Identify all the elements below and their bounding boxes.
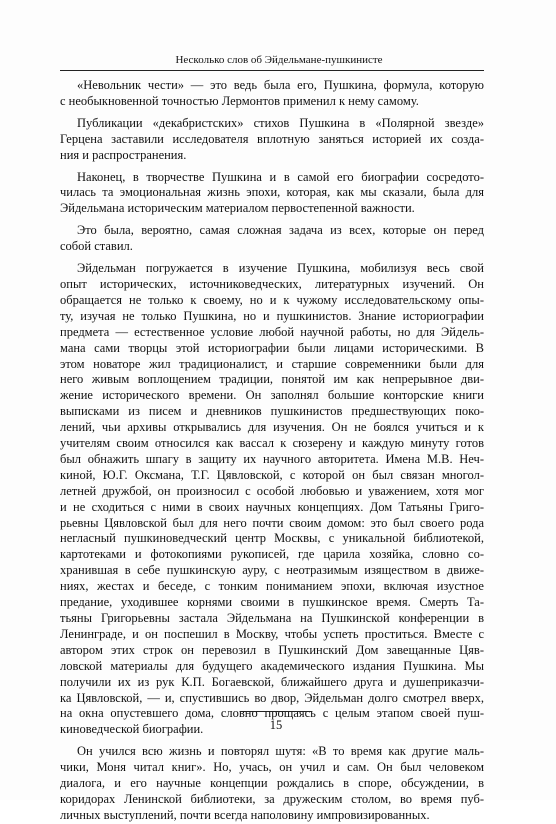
text-line: обращается не только к своему, но и к чужому исследовательскому опы- — [60, 292, 484, 307]
text-line: киной, Ю.Г. Оксмана, Т.Г. Цявловской, с которой он был связан многол- — [60, 467, 484, 482]
text-line: киноведческой биографии. — [60, 722, 204, 737]
text-line: рьевны Цявловской был для него почти своим домом: это был своего рода — [60, 515, 484, 530]
text-line: Наконец, в творчестве Пушкина и в самой его биографии сосредото- — [77, 169, 484, 184]
text-line: тьяны Григорьевны застала Эйдельмана на Пушкинской конференции в — [60, 611, 484, 625]
text-line: на окна опустевшего дома, словно прощаясь с целым этапом своей пуш- — [60, 706, 484, 721]
text-line: чилась та эмоциональная жизнь эпохи, которая, как мы сказали, была для — [60, 185, 484, 200]
text-line: лений, чьи архивы открывались для изучения. Он не боялся учиться и к — [60, 420, 484, 435]
text-line: ловской материалы для будущего академического издания Пушкина. Мы — [60, 658, 484, 673]
paragraph — [60, 116, 484, 164]
text-line: с необыкновенной точностью Лермонтов применил к нему самому. — [60, 93, 419, 108]
text-line: ниях, жестах и беседе, с тонким пониманием эпохи, включая изустное — [60, 579, 484, 594]
text-line: и не сходиться с ними в своих научных концепциях. Дом Татьяны Григо- — [60, 499, 484, 514]
text-line: учителям своим относился как вассал к сюзерену и каждую минуту готов — [60, 436, 484, 451]
text-line: получили их из рук К.П. Богаевской, ближайшего друга и душеприказчи- — [60, 674, 484, 689]
footer-rule — [241, 711, 311, 712]
text-line: предмета — естественное условие любой научной работы, но для Эйдель- — [60, 324, 484, 339]
text-line: Герцена заставили исследователя вплотную заняться историей их созда- — [60, 131, 484, 146]
text-line: ка Цявловской, — и, спустившись во двор, Эйдельман долго смотрел вверх, — [60, 690, 484, 705]
page-number: 15 — [269, 718, 283, 732]
text-line: чики, Моня читал книг». Но, учась, он учил и сам. Он был человеком — [60, 760, 484, 775]
text-line: мана сами творцы этой историографии были лицами историческими. В — [60, 340, 484, 355]
text-line: опыт исторических, источниковедческих, литературных изучений. Он — [60, 276, 484, 291]
text-line: был обнажить шпагу в защиту их научного авторитета. Имена М.В. Неч- — [60, 451, 484, 466]
paragraph — [60, 261, 484, 738]
text-line: Ленинграде, и он поспешил в Москву, чтобы успеть проститься. Вместе с — [60, 626, 484, 641]
text-line: личных выступлений, почти всегда наполовину импровизированных. — [60, 807, 430, 822]
text-line: него живым воплощением традиции, понятой им как непрерывное дви- — [60, 372, 484, 387]
paragraph — [60, 223, 484, 255]
text-line: хранившая в себе пушкинскую ауру, с неотразимым изяществом в движе- — [60, 563, 484, 578]
text-line: собой ставил. — [60, 239, 133, 254]
header-rule — [60, 70, 484, 71]
text-line: коридорах Ленинской библиотеки, за дружеским столом, во время пуб- — [60, 791, 484, 806]
text-line: Эйдельман погружается в изучение Пушкина, мобилизуя весь свой — [77, 261, 484, 276]
text-line: «Невольник чести» — это ведь была его, Пушкина, формула, которую — [77, 78, 484, 92]
text-line: картотеками и фотокопиями рукописей, где царила хозяйка, словно со- — [60, 547, 484, 562]
paragraph — [60, 170, 484, 218]
paragraph — [60, 78, 484, 110]
text-line: летней дружбой, он произносил с особой любовью и уважением, хотя мог — [60, 483, 484, 498]
text-line: предание, уходившее корнями своими в пушкинское время. Смерть Та- — [60, 595, 484, 610]
text-line: ния и распространения. — [60, 147, 187, 162]
text-line: выписками из писем и дневников пушкинистов предшествующих поко- — [60, 404, 484, 419]
text-line: Эйдельмана историческим материалом первостепенной важности. — [60, 201, 415, 216]
text-line: Это была, вероятно, самая сложная задача из всех, которые он перед — [77, 223, 484, 238]
running-header: Несколько слов об Эйдельмане-пушкинисте — [175, 54, 383, 66]
text-line: Публикации «декабристских» стихов Пушкина в «Полярной звезде» — [77, 115, 484, 130]
text-line: автором этих строк он перевозил в Пушкинский Дом завещанные Цяв- — [60, 642, 484, 657]
text-line: диалога, и его научные концепции рождались в споре, обсуждении, в — [60, 776, 484, 791]
text-line: жение исторического времени. Он заполнял большие конторские книги — [60, 388, 484, 403]
paragraph — [60, 744, 484, 824]
text-line: Он учился всю жизнь и повторял шутя: «В то время как другие маль- — [77, 744, 484, 759]
text-line: этом новаторе жил традиционалист, и старшие современники были для — [60, 356, 484, 371]
text-line: ту, изучая не только Пушкина, но и пушкинистов. Знание историографии — [60, 308, 484, 323]
text-line: негласный пушкиноведческий центр Москвы, с уникальной библиотекой, — [60, 531, 484, 546]
